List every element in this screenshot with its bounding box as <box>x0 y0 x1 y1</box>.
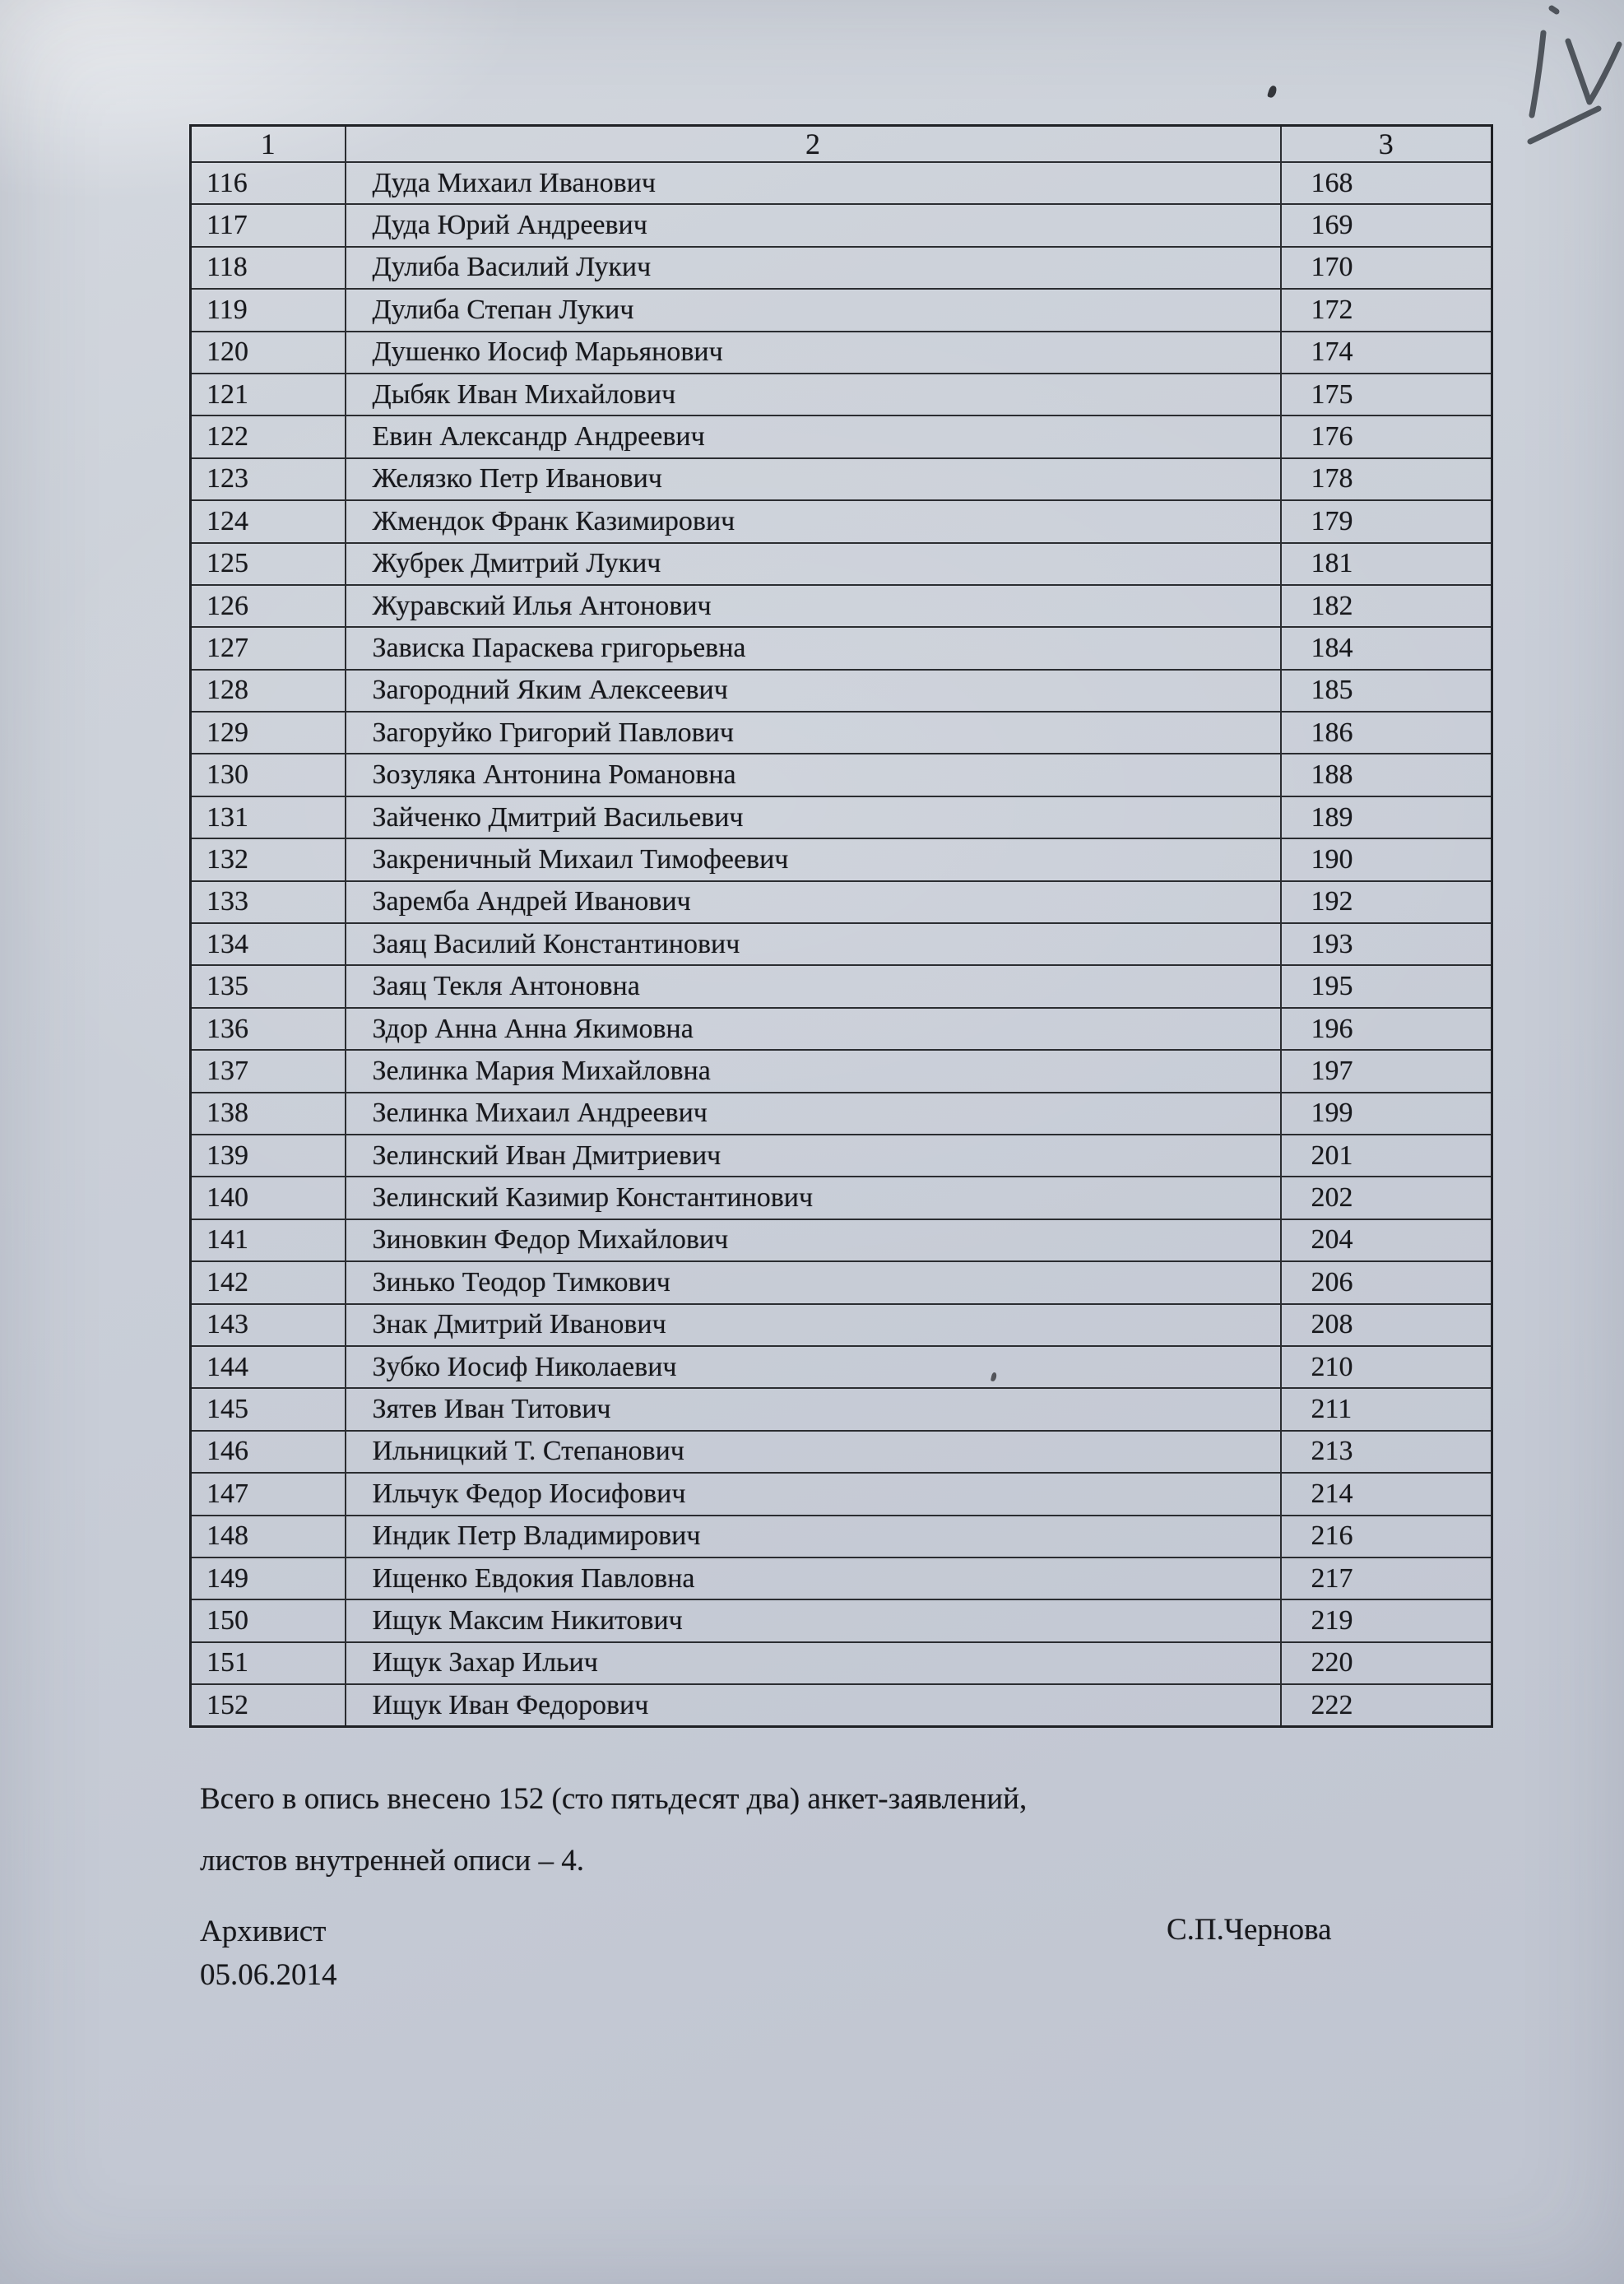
table-row <box>191 1177 1492 1219</box>
table-row <box>191 1684 1492 1726</box>
row-number: 121 <box>191 374 346 415</box>
sheet-number: 222 <box>1281 1684 1492 1726</box>
person-name: Загоруйко Григорий Павлович <box>346 712 1281 754</box>
row-number: 117 <box>191 204 346 246</box>
person-name: Ильницкий Т. Степанович <box>346 1431 1281 1473</box>
sheet-number: 184 <box>1281 627 1492 669</box>
table-row <box>191 1008 1492 1050</box>
person-name: Заяц Текля Антоновна <box>346 965 1281 1007</box>
sheet-number: 217 <box>1281 1557 1492 1599</box>
person-name: Душенко Иосиф Марьянович <box>346 332 1281 374</box>
table-row <box>191 1135 1492 1177</box>
table-row <box>191 1219 1492 1261</box>
table-row <box>191 1516 1492 1557</box>
sheet-number: 199 <box>1281 1093 1492 1135</box>
sheet-number: 188 <box>1281 754 1492 796</box>
inventory-table <box>189 124 1493 1728</box>
person-name: Зависка Параскева григорьевна <box>346 627 1281 669</box>
table-row <box>191 1050 1492 1092</box>
table-row <box>191 1261 1492 1303</box>
person-name: Загородний Яким Алексеевич <box>346 670 1281 712</box>
table-row <box>191 1388 1492 1430</box>
person-name: Жмендок Франк Казимирович <box>346 500 1281 542</box>
sheet-number: 189 <box>1281 796 1492 838</box>
person-name: Желязко Петр Иванович <box>346 458 1281 500</box>
person-name: Зелинка Михаил Андреевич <box>346 1093 1281 1135</box>
table-row <box>191 923 1492 965</box>
sheet-number: 214 <box>1281 1473 1492 1515</box>
person-name: Дулиба Степан Лукич <box>346 289 1281 331</box>
sheet-number: 168 <box>1281 162 1492 204</box>
person-name: Зубко Иосиф Николаевич <box>346 1346 1281 1388</box>
person-name: Ищенко Евдокия Павловна <box>346 1557 1281 1599</box>
table-row <box>191 415 1492 457</box>
row-number: 116 <box>191 162 346 204</box>
sheet-number: 202 <box>1281 1177 1492 1219</box>
table-row <box>191 1599 1492 1641</box>
sheet-number: 196 <box>1281 1008 1492 1050</box>
table-row <box>191 458 1492 500</box>
table-row <box>191 712 1492 754</box>
row-number: 131 <box>191 796 346 838</box>
person-name: Ищук Иван Федорович <box>346 1684 1281 1726</box>
header-col-2: 2 <box>346 126 1281 163</box>
person-name: Закреничный Михаил Тимофеевич <box>346 838 1281 880</box>
sheet-number: 192 <box>1281 881 1492 923</box>
row-number: 139 <box>191 1135 346 1177</box>
signature-role: Архивист <box>200 1915 327 1948</box>
table-row <box>191 500 1492 542</box>
table-row <box>191 1642 1492 1684</box>
ink-speck <box>1267 85 1278 99</box>
row-number: 149 <box>191 1557 346 1599</box>
person-name: Ищук Максим Никитович <box>346 1599 1281 1641</box>
table-row <box>191 374 1492 415</box>
row-number: 135 <box>191 965 346 1007</box>
table-row <box>191 754 1492 796</box>
sheet-number: 178 <box>1281 458 1492 500</box>
table-row <box>191 204 1492 246</box>
sheet-number: 174 <box>1281 332 1492 374</box>
person-name: Дуда Михаил Иванович <box>346 162 1281 204</box>
sheet-number: 170 <box>1281 247 1492 289</box>
sheet-number: 193 <box>1281 923 1492 965</box>
table-row <box>191 965 1492 1007</box>
person-name: Евин Александр Андреевич <box>346 415 1281 457</box>
signature-date: 05.06.2014 <box>200 1958 337 1992</box>
sheet-number: 210 <box>1281 1346 1492 1388</box>
person-name: Зиновкин Федор Михайлович <box>346 1219 1281 1261</box>
person-name: Жубрек Дмитрий Лукич <box>346 543 1281 585</box>
row-number: 122 <box>191 415 346 457</box>
header-col-3: 3 <box>1281 126 1492 163</box>
row-number: 126 <box>191 585 346 627</box>
row-number: 137 <box>191 1050 346 1092</box>
summary-line-2: листов внутренней описи – 4. <box>200 1844 585 1878</box>
person-name: Зятев Иван Титович <box>346 1388 1281 1430</box>
person-name: Дыбяк Иван Михайлович <box>346 374 1281 415</box>
row-number: 138 <box>191 1093 346 1135</box>
sheet-number: 175 <box>1281 374 1492 415</box>
table-row <box>191 627 1492 669</box>
sheet-number: 216 <box>1281 1516 1492 1557</box>
sheet-number: 190 <box>1281 838 1492 880</box>
table-row <box>191 1093 1492 1135</box>
person-name: Ильчук Федор Иосифович <box>346 1473 1281 1515</box>
table-row <box>191 796 1492 838</box>
table-body <box>191 162 1492 1726</box>
row-number: 124 <box>191 500 346 542</box>
header-col-1: 1 <box>191 126 346 163</box>
row-number: 152 <box>191 1684 346 1726</box>
row-number: 151 <box>191 1642 346 1684</box>
summary-block <box>200 1781 1027 1905</box>
sheet-number: 211 <box>1281 1388 1492 1430</box>
sheet-number: 179 <box>1281 500 1492 542</box>
row-number: 119 <box>191 289 346 331</box>
signature-name: С.П.Чернова <box>1167 1913 1332 1947</box>
row-number: 132 <box>191 838 346 880</box>
row-number: 125 <box>191 543 346 585</box>
row-number: 134 <box>191 923 346 965</box>
row-number: 123 <box>191 458 346 500</box>
row-number: 148 <box>191 1516 346 1557</box>
sheet-number: 176 <box>1281 415 1492 457</box>
sheet-number: 220 <box>1281 1642 1492 1684</box>
row-number: 150 <box>191 1599 346 1641</box>
row-number: 133 <box>191 881 346 923</box>
row-number: 127 <box>191 627 346 669</box>
person-name: Здор Анна Анна Якимовна <box>346 1008 1281 1050</box>
table-row <box>191 670 1492 712</box>
person-name: Индик Петр Владимирович <box>346 1516 1281 1557</box>
table-row <box>191 543 1492 585</box>
sheet-number: 185 <box>1281 670 1492 712</box>
row-number: 140 <box>191 1177 346 1219</box>
row-number: 130 <box>191 754 346 796</box>
table-row <box>191 247 1492 289</box>
person-name: Дуда Юрий Андреевич <box>346 204 1281 246</box>
table-row <box>191 881 1492 923</box>
row-number: 136 <box>191 1008 346 1050</box>
person-name: Заяц Василий Константинович <box>346 923 1281 965</box>
row-number: 145 <box>191 1388 346 1430</box>
row-number: 142 <box>191 1261 346 1303</box>
sheet-number: 181 <box>1281 543 1492 585</box>
sheet-number: 213 <box>1281 1431 1492 1473</box>
person-name: Знак Дмитрий Иванович <box>346 1304 1281 1346</box>
row-number: 128 <box>191 670 346 712</box>
sheet-number: 172 <box>1281 289 1492 331</box>
row-number: 147 <box>191 1473 346 1515</box>
table-row <box>191 838 1492 880</box>
sheet-number: 182 <box>1281 585 1492 627</box>
row-number: 146 <box>191 1431 346 1473</box>
sheet-number: 208 <box>1281 1304 1492 1346</box>
table-row <box>191 289 1492 331</box>
table-row <box>191 1557 1492 1599</box>
sheet-number: 201 <box>1281 1135 1492 1177</box>
table-row <box>191 332 1492 374</box>
sheet-number: 219 <box>1281 1599 1492 1641</box>
person-name: Зелинка Мария Михайловна <box>346 1050 1281 1092</box>
person-name: Журавский Илья Антонович <box>346 585 1281 627</box>
table-row <box>191 1346 1492 1388</box>
person-name: Дулиба Василий Лукич <box>346 247 1281 289</box>
table-row <box>191 585 1492 627</box>
table-row <box>191 162 1492 204</box>
handwritten-page-mark <box>1489 2 1624 162</box>
sheet-number: 169 <box>1281 204 1492 246</box>
person-name: Зелинский Иван Дмитриевич <box>346 1135 1281 1177</box>
row-number: 120 <box>191 332 346 374</box>
summary-line-1: Всего в опись внесено 152 (сто пятьдесят два) анкет-заявлений, <box>200 1782 1028 1816</box>
row-number: 141 <box>191 1219 346 1261</box>
table-row <box>191 1431 1492 1473</box>
sheet-number: 206 <box>1281 1261 1492 1303</box>
sheet-number: 197 <box>1281 1050 1492 1092</box>
row-number: 118 <box>191 247 346 289</box>
sheet-number: 186 <box>1281 712 1492 754</box>
sheet-number: 195 <box>1281 965 1492 1007</box>
table-row <box>191 1304 1492 1346</box>
row-number: 143 <box>191 1304 346 1346</box>
person-name: Зелинский Казимир Константинович <box>346 1177 1281 1219</box>
person-name: Зинько Теодор Тимкович <box>346 1261 1281 1303</box>
table-header <box>191 126 1492 163</box>
person-name: Зозуляка Антонина Романовна <box>346 754 1281 796</box>
person-name: Зайченко Дмитрий Васильевич <box>346 796 1281 838</box>
person-name: Ищук Захар Ильич <box>346 1642 1281 1684</box>
row-number: 129 <box>191 712 346 754</box>
table-row <box>191 1473 1492 1515</box>
row-number: 144 <box>191 1346 346 1388</box>
sheet-number: 204 <box>1281 1219 1492 1261</box>
person-name: Заремба Андрей Иванович <box>346 881 1281 923</box>
